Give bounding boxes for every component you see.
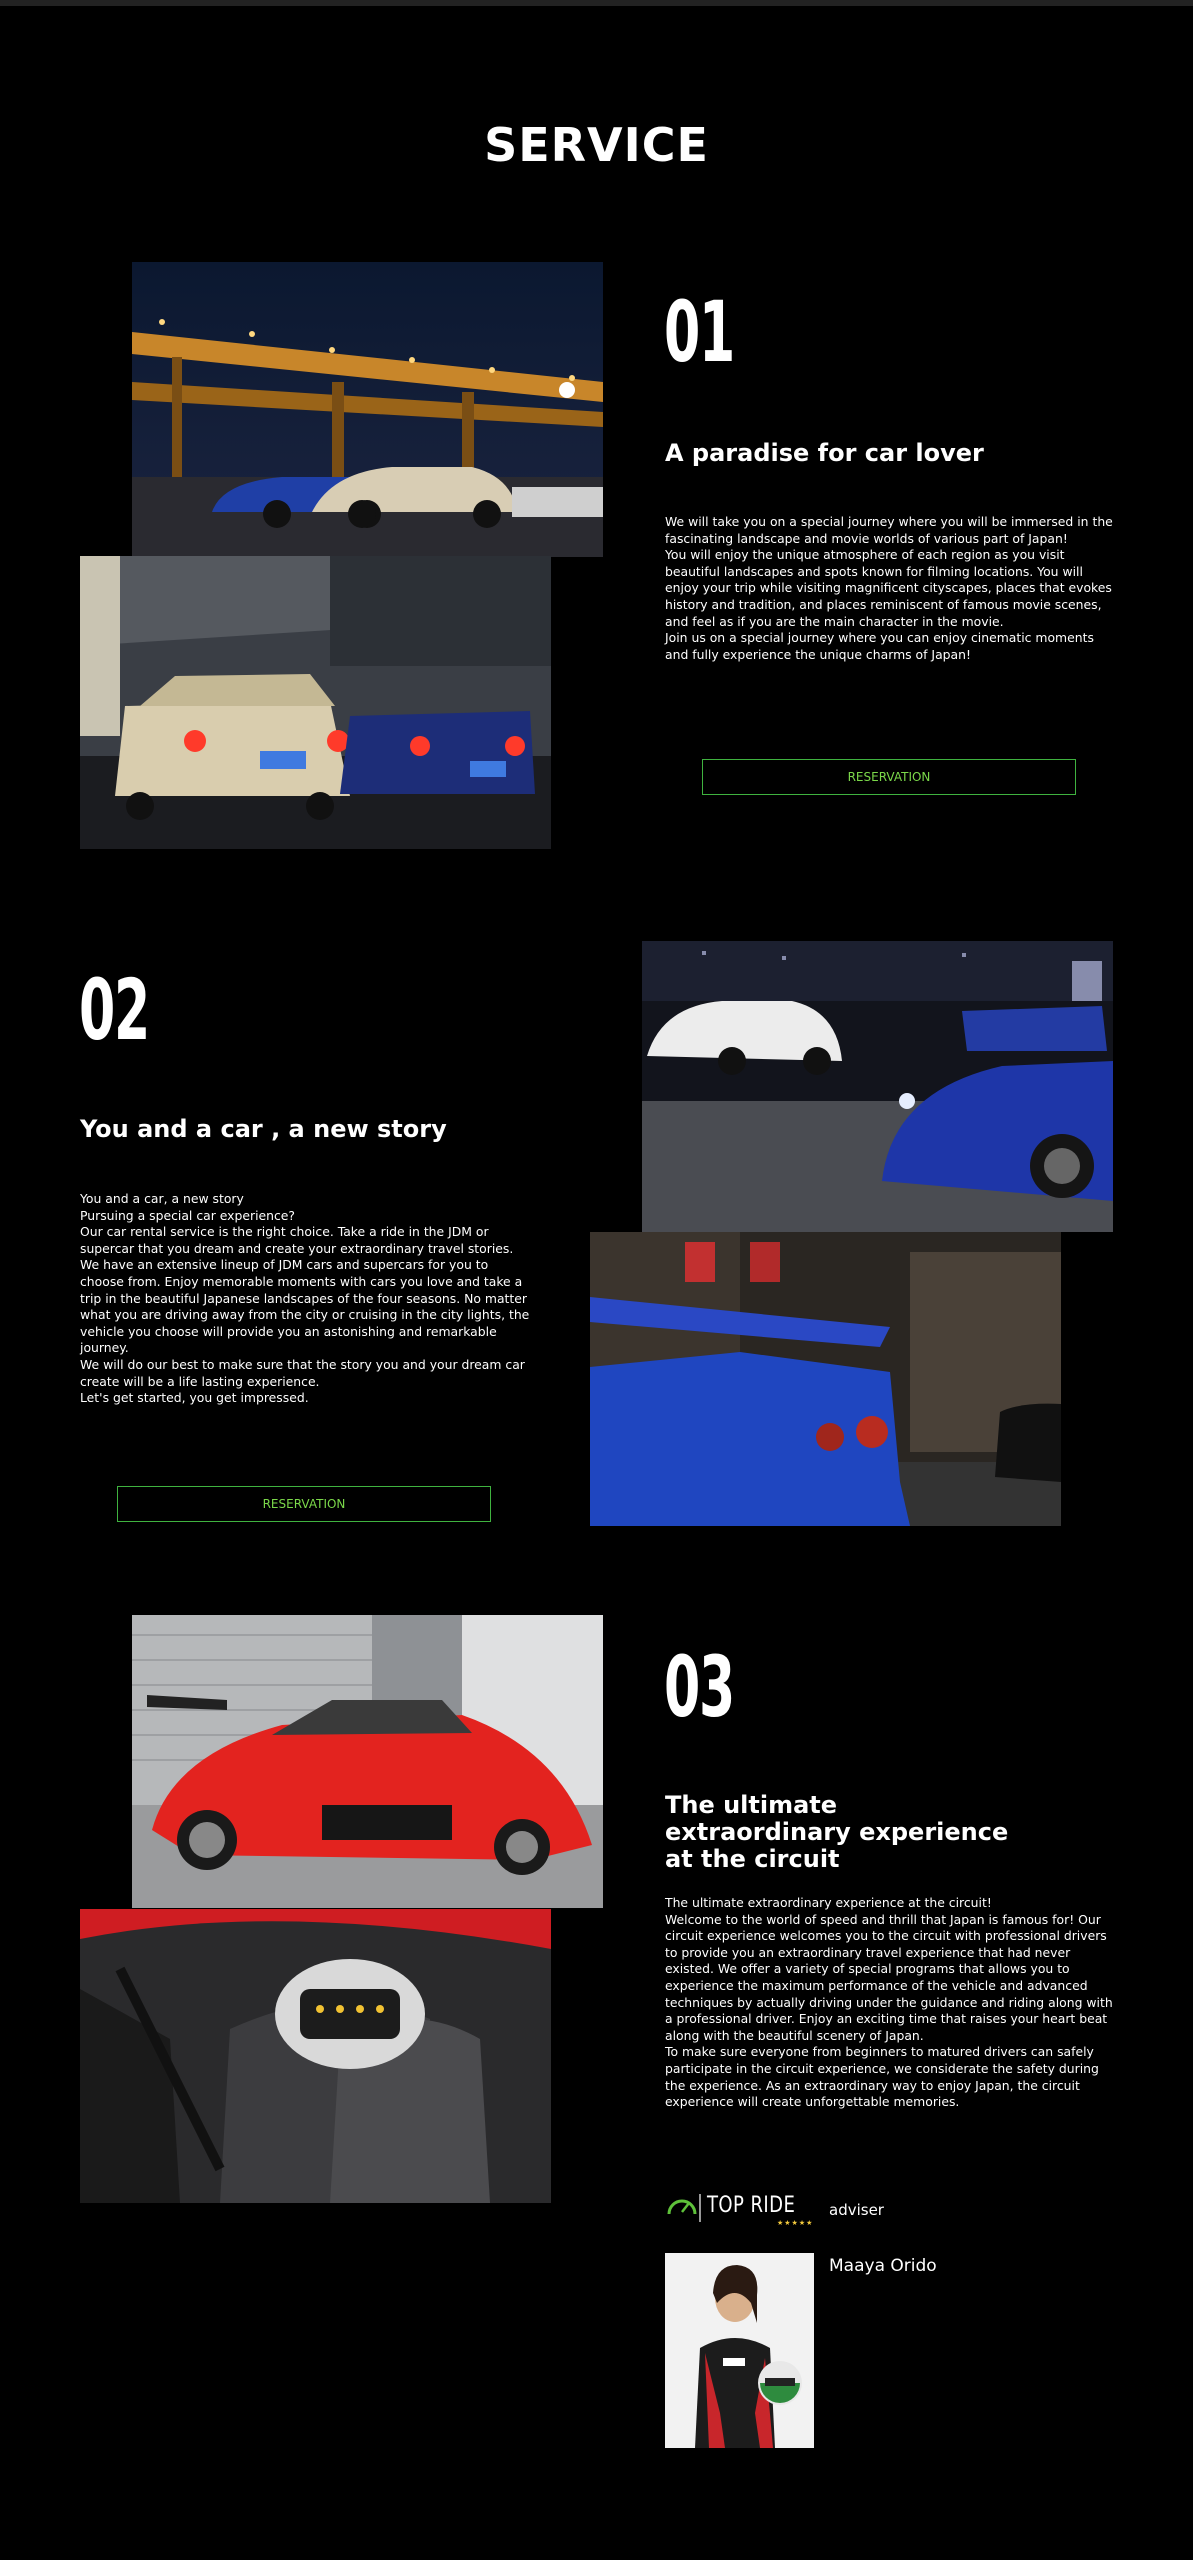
service-number-03: 03: [664, 1638, 735, 1736]
paragraph: We will take you on a special journey where you will be immersed in the fascinating landscape and movie worlds of various part of Japan!: [665, 514, 1113, 546]
photo-white-and-blue-skylines: [642, 941, 1113, 1232]
service-description-03: [665, 1895, 1120, 2111]
service-description-01: [665, 514, 1120, 663]
service-heading-02: You and a car , a new story: [80, 1115, 447, 1143]
photo-night-highway-skylines: [132, 262, 603, 557]
paragraph: We will do our best to make sure that the story you and your dream car create will be a life lasting experience.: [80, 1356, 525, 1389]
adviser-label: adviser: [829, 2201, 884, 2219]
paragraph: The ultimate extraordinary experience at the circuit!: [665, 1895, 992, 1910]
page-title: SERVICE: [484, 118, 709, 172]
paragraph: You will enjoy the unique atmosphere of each region as you visit beautiful landscapes and spots known for filming locations. You will enjoy your trip while visiting magnificent cityscapes, places that evokes history and tradition, and places reminiscent of famous movie scenes, and feel as if you are the main character in the movie.: [665, 547, 1112, 629]
top-ride-logo: [665, 2192, 815, 2227]
service-heading-03: The ultimate extraordinary experience at the circuit: [665, 1791, 1009, 1873]
adviser-name: Maaya Orido: [829, 2256, 937, 2276]
paragraph: Welcome to the world of speed and thrill that Japan is famous for! Our circuit experience welcomes you to the circuit with professional drivers to provide you an extraordinary travel experience that had never existed. We offer a variety of special programs that allows you to experience the maximum performance of the vehicle and advanced techniques by actually driving under the guidance and riding along with a professional driver. Enjoy an exciting time that raises your heart beat along with the beautiful scenery of Japan.: [665, 1911, 1113, 2043]
photo-red-ferrari: [132, 1615, 603, 1908]
photo-skylines-rear-view: [80, 556, 551, 849]
paragraph: You and a car, a new story: [80, 1191, 244, 1206]
star-rating-icon: ★★★★★: [777, 2219, 814, 2227]
logo-text: TOP RIDE: [707, 2193, 796, 2218]
reservation-button-02[interactable]: RESERVATION: [117, 1486, 491, 1522]
paragraph: Join us on a special journey where you can enjoy cinematic moments and fully experience the unique charms of Japan!: [665, 630, 1094, 662]
reservation-button-01[interactable]: RESERVATION: [702, 759, 1076, 795]
service-description-02: [80, 1191, 535, 1407]
service-number-01: 01: [664, 283, 735, 381]
paragraph: To make sure everyone from beginners to matured drivers can safely participate in the circuit experience, we considerate the safety during the experience. As an extraordinary way to enjoy Japan, the circuit experience will create unforgettable memories.: [665, 2044, 1099, 2110]
service-heading-01: A paradise for car lover: [665, 439, 984, 467]
top-bar: [0, 0, 1193, 6]
service-number-02: 02: [79, 961, 150, 1059]
adviser-photo: [665, 2253, 814, 2448]
paragraph: Pursuing a special car experience?: [80, 1207, 296, 1223]
paragraph: Our car rental service is the right choice. Take a ride in the JDM or supercar that you dream and create your extraordinary travel stories.: [80, 1224, 514, 1256]
speedometer-icon: [665, 2192, 701, 2222]
paragraph: Let's get started, you get impressed.: [80, 1390, 309, 1406]
paragraph: We have an extensive lineup of JDM cars and supercars for you to choose from. Enjoy memorable moments with cars you love and take a trip in the beautiful Japanese landscapes of the four seasons. No matter what you are driving away from the city or cruising in the city lights, the vehicle you choose will provide you an astonishing and remarkable journey.: [80, 1257, 530, 1356]
photo-blue-skyline-wing: [590, 1232, 1061, 1526]
photo-ferrari-interior: [80, 1909, 551, 2203]
